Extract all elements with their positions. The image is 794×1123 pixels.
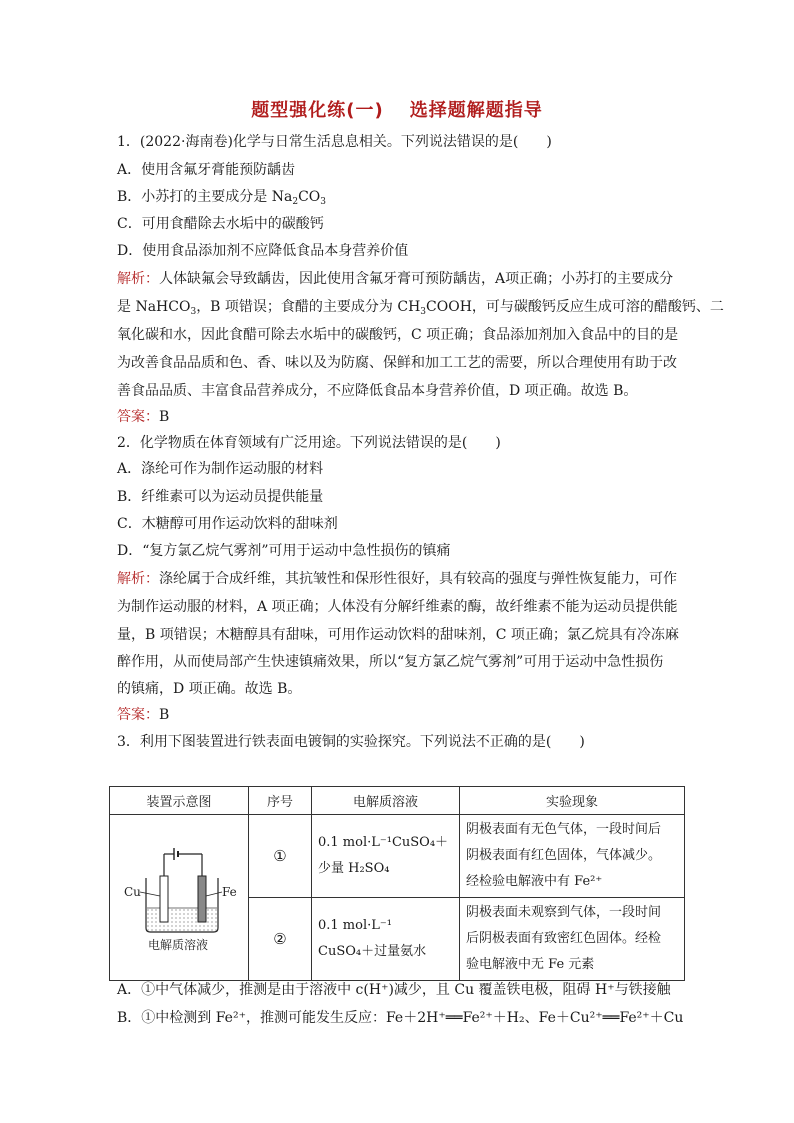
q2-analysis-line-2: 为制作运动服的材料，A 项正确；人体没有分解纤维素的酶，故纤维素不能为运动员提供能 <box>117 599 678 615</box>
q2-answer-label: 答案： <box>117 707 159 723</box>
title-left: 题型强化练(一) <box>251 100 384 121</box>
table-header-row <box>110 787 685 815</box>
observation-line-3: 经检验电解液中有 Fe²⁺ <box>466 874 603 889</box>
q1-stem: 1．(2022·海南卷)化学与日常生活息息相关。下列说法错误的是( ) <box>117 134 552 150</box>
observation-line-2: 后阴极表面有致密红色固体。经检 <box>466 931 662 946</box>
q1-analysis-line-1 <box>117 269 687 289</box>
observation-line-3: 验电解液中无 Fe 元素 <box>466 957 595 972</box>
solution-caption: 电解质溶液 <box>148 937 209 952</box>
q1-answer <box>117 407 687 427</box>
q2-analysis-line-3: 量，B 项错误；木糖醇具有甜味，可用作运动饮料的甜味剂，C 项正确；氯乙烷具有冷冻麻 <box>117 627 679 643</box>
q1-analysis-line-5: 善食品品质、丰富食品营养成分，不应降低食品本身营养价值，D 项正确。故选 B。 <box>117 383 638 399</box>
observation-line-1: 阴极表面有无色气体，一段时间后 <box>466 822 662 837</box>
q1-answer-value: B <box>159 409 170 425</box>
q1-option-d: D．使用食品添加剂不应降低食品本身营养价值 <box>117 243 409 259</box>
solution-line-2: 少量 H₂SO₄ <box>318 861 390 876</box>
observation-line-1: 阴极表面未观察到气体，一段时间 <box>466 905 662 920</box>
q2-analysis-label: 解析： <box>117 571 159 587</box>
observation-cell <box>460 815 685 898</box>
q1-option-b <box>117 187 687 207</box>
title-right: 选择题解题指导 <box>409 100 543 121</box>
fe-pointer <box>206 892 222 896</box>
iron-electrode <box>198 876 206 922</box>
q1-b-pre: B．小苏打的主要成分是 Na <box>117 189 293 205</box>
q3-option-a: A．①中气体减少，推测是由于溶液中 c(H⁺)减少，且 Cu 覆盖铁电极，阻碍 H⁺与铁接触 <box>117 982 671 998</box>
q1-option-a: A．使用含氟牙膏能预防龋齿 <box>117 162 296 178</box>
q1-analysis-line-4: 为改善食品品质和色、香、味以及为防腐、保鲜和加工工艺的需要，所以合理使用有助于改 <box>117 355 677 371</box>
apparatus-diagram-cell <box>110 815 249 981</box>
solution-cell <box>312 898 460 981</box>
q1-b-sub1: 2 <box>292 197 299 207</box>
q1-answer-label: 答案： <box>117 409 159 425</box>
page-title <box>0 96 794 122</box>
row-number: ② <box>249 898 312 981</box>
q2-stem: 2．化学物质在体育领域有广泛用途。下列说法错误的是( ) <box>117 435 501 451</box>
observation-line-2: 阴极表面有红色固体，气体减少。 <box>466 848 662 863</box>
q1-analysis-2sub: 3 <box>190 307 197 317</box>
q3-stem: 3．利用下图装置进行铁表面电镀铜的实验探究。下列说法不正确的是( ) <box>117 734 585 750</box>
fe-label: Fe <box>222 884 237 899</box>
solution-line-2: CuSO₄＋过量氨水 <box>318 944 427 959</box>
q3-option-b: B．①中检测到 Fe²⁺，推测可能发生反应：Fe＋2H⁺══Fe²⁺＋H₂、Fe＋Cu²⁺══Fe²⁺＋Cu <box>117 1010 684 1026</box>
solution-line-1: 0.1 mol·L⁻¹ <box>318 918 392 933</box>
experiment-table <box>109 786 685 981</box>
q1-analysis-text-1: 人体缺氟会导致龋齿，因此使用含氟牙膏可预防龋齿，A项正确；小苏打的主要成分 <box>159 271 674 287</box>
q1-b-mid: CO <box>298 189 321 205</box>
q1-analysis-2c: COOH，可与碳酸钙反应生成可溶的醋酸钙、二 <box>426 299 724 315</box>
solution-line-1: 0.1 mol·L⁻¹CuSO₄＋ <box>318 835 449 850</box>
table-header-cell: 装置示意图 <box>110 787 249 815</box>
q2-option-b: B．纤维素可以为运动员提供能量 <box>117 489 324 505</box>
copper-electrode <box>160 876 168 922</box>
q1-b-sub2: 3 <box>320 197 327 207</box>
q2-answer-value: B <box>159 707 170 723</box>
observation-cell <box>460 898 685 981</box>
q1-analysis-2a: 是 NaHCO <box>117 299 191 315</box>
cu-pointer <box>140 892 160 896</box>
q2-answer <box>117 705 687 725</box>
q2-analysis-text-1: 涤纶属于合成纤维，其抗皱性和保形性很好，具有较高的强度与弹性恢复能力，可作 <box>159 571 677 587</box>
table-header-cell: 实验现象 <box>460 787 685 815</box>
q1-analysis-line-3: 氧化碳和水，因此食醋可除去水垢中的碳酸钙，C 项正确；食品添加剂加入食品中的目的是 <box>117 327 679 343</box>
solution-cell <box>312 815 460 898</box>
q2-option-c: C．木糖醇可用作运动饮料的甜味剂 <box>117 516 338 532</box>
q2-analysis-line-1 <box>117 569 687 589</box>
row-number: ① <box>249 815 312 898</box>
q1-analysis-2sub2: 3 <box>420 307 427 317</box>
electroplating-apparatus-diagram <box>110 816 248 976</box>
q2-option-d: D．“复方氯乙烷气雾剂”可用于运动中急性损伤的镇痛 <box>117 543 451 559</box>
q2-analysis-line-4: 醉作用，从而使局部产生快速镇痛效果，所以“复方氯乙烷气雾剂”可用于运动中急性损伤 <box>117 654 664 670</box>
table-row <box>110 815 685 898</box>
q1-analysis-line-2 <box>117 297 724 317</box>
table-header-cell: 序号 <box>249 787 312 815</box>
q2-analysis-line-5: 的镇痛，D 项正确。故选 B。 <box>117 681 302 697</box>
q1-option-c: C．可用食醋除去水垢中的碳酸钙 <box>117 216 324 232</box>
q1-analysis-2b: ，B 项错误；食醋的主要成分为 CH <box>196 299 421 315</box>
q1-analysis-label: 解析： <box>117 271 159 287</box>
cu-label: Cu <box>124 884 141 899</box>
q2-option-a: A．涤纶可作为制作运动服的材料 <box>117 461 324 477</box>
table-header-cell: 电解质溶液 <box>312 787 460 815</box>
